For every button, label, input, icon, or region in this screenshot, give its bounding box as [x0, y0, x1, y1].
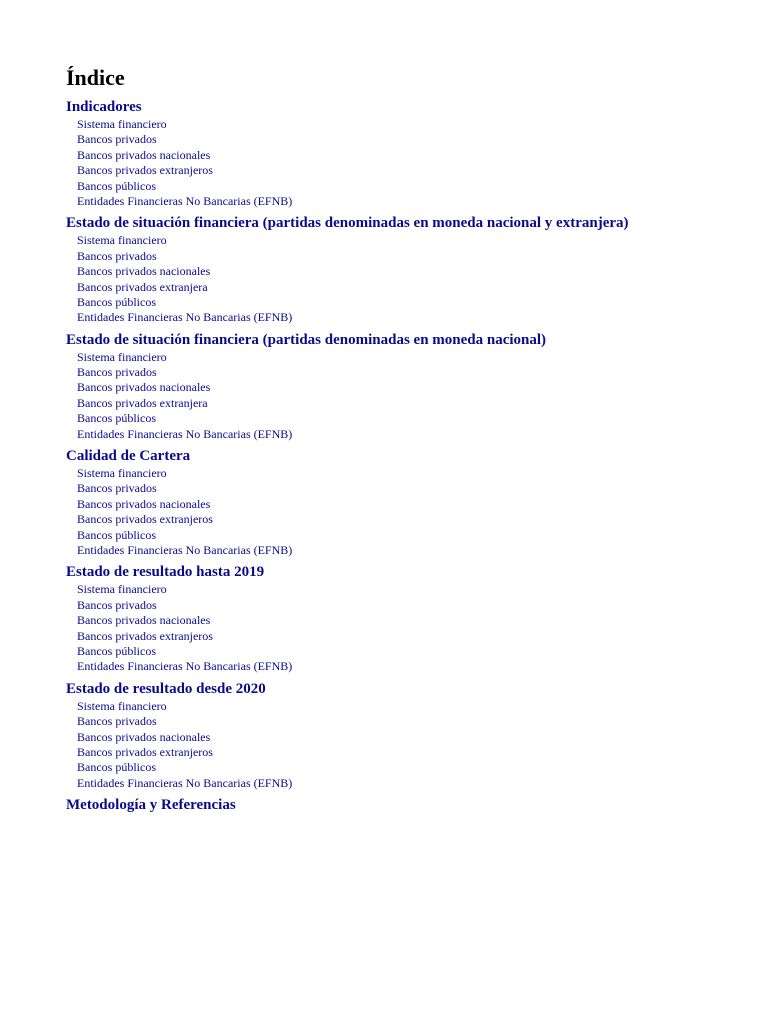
- toc-subsection-list: [66, 116, 748, 208]
- toc-subsection-list: [66, 232, 748, 324]
- list-item: [77, 116, 748, 131]
- list-item: [77, 542, 748, 557]
- list-item: [77, 744, 748, 759]
- toc-subsection-link[interactable]: Bancos públicos: [77, 643, 156, 658]
- toc-subsection-list: [66, 581, 748, 673]
- page-title: Índice: [66, 65, 125, 90]
- toc-section-heading-link[interactable]: Calidad de Cartera: [66, 448, 191, 465]
- list-item: [77, 612, 748, 627]
- list-item: [77, 131, 748, 146]
- toc-section: [66, 214, 748, 324]
- toc-subsection-link[interactable]: Bancos privados extranjeros: [77, 163, 213, 178]
- toc-subsection-link[interactable]: Entidades Financieras No Bancarias (EFNB): [77, 193, 293, 208]
- toc-section: [66, 98, 748, 208]
- list-item: [77, 263, 748, 278]
- list-item: [77, 581, 748, 596]
- list-item: [77, 178, 748, 193]
- list-item: [77, 193, 748, 208]
- toc-subsection-link[interactable]: Bancos privados extranjera: [77, 395, 208, 410]
- toc-subsection-list: [66, 349, 748, 441]
- toc-subsection-link[interactable]: Entidades Financieras No Bancarias (EFNB): [77, 659, 293, 674]
- toc-section-heading-link[interactable]: Estado de situación financiera (partidas denominadas en moneda nacional): [66, 331, 547, 348]
- toc-subsection-link[interactable]: Bancos privados: [77, 365, 157, 380]
- toc-subsection-link[interactable]: Bancos privados nacionales: [77, 147, 211, 162]
- toc-section-heading-link[interactable]: Estado de resultado hasta 2019: [66, 564, 265, 581]
- toc-subsection-link[interactable]: Bancos privados extranjera: [77, 279, 208, 294]
- toc-section: [66, 447, 748, 557]
- list-item: [77, 349, 748, 364]
- toc-subsection-link[interactable]: Bancos privados nacionales: [77, 729, 211, 744]
- list-item: [77, 628, 748, 643]
- toc-subsection-link[interactable]: Bancos privados: [77, 714, 157, 729]
- toc-subsection-link[interactable]: Sistema financiero: [77, 349, 167, 364]
- toc-subsection-link[interactable]: Bancos privados extranjeros: [77, 744, 213, 759]
- list-item: [77, 759, 748, 774]
- toc-subsection-link[interactable]: Sistema financiero: [77, 698, 167, 713]
- list-item: [77, 147, 748, 162]
- list-item: [77, 480, 748, 495]
- toc-subsection-link[interactable]: Entidades Financieras No Bancarias (EFNB): [77, 310, 293, 325]
- list-item: [77, 248, 748, 263]
- toc-section: [66, 331, 748, 441]
- toc-subsection-link[interactable]: Bancos privados extranjeros: [77, 628, 213, 643]
- toc-subsection-link[interactable]: Bancos privados nacionales: [77, 380, 211, 395]
- list-item: [77, 729, 748, 744]
- toc-subsection-link[interactable]: Sistema financiero: [77, 117, 167, 131]
- toc-subsection-link[interactable]: Sistema financiero: [77, 466, 167, 481]
- toc-subsection-link[interactable]: Bancos públicos: [77, 411, 156, 426]
- table-of-contents: [66, 98, 748, 814]
- list-item: [77, 395, 748, 410]
- list-item: [77, 643, 748, 658]
- list-item: [77, 309, 748, 324]
- toc-subsection-link[interactable]: Bancos privados nacionales: [77, 496, 211, 511]
- toc-subsection-link[interactable]: Bancos privados: [77, 248, 157, 263]
- list-item: [77, 658, 748, 673]
- list-item: [77, 279, 748, 294]
- list-item: [77, 410, 748, 425]
- toc-subsection-link[interactable]: Bancos públicos: [77, 294, 156, 309]
- toc-section-heading-link[interactable]: Estado de situación financiera (partidas denominadas en moneda nacional y extranjera): [66, 215, 629, 232]
- document-page: [66, 64, 748, 820]
- list-item: [77, 426, 748, 441]
- list-item: [77, 162, 748, 177]
- toc-subsection-link[interactable]: Bancos privados extranjeros: [77, 512, 213, 527]
- toc-subsection-link[interactable]: Bancos privados: [77, 132, 157, 147]
- toc-subsection-link[interactable]: Entidades Financieras No Bancarias (EFNB): [77, 426, 293, 441]
- toc-subsection-link[interactable]: Bancos privados: [77, 481, 157, 496]
- list-item: [77, 775, 748, 790]
- list-item: [77, 294, 748, 309]
- toc-section-heading-link[interactable]: Indicadores: [66, 99, 142, 115]
- toc-section: [66, 563, 748, 673]
- list-item: [77, 465, 748, 480]
- toc-section-heading-link[interactable]: Estado de resultado desde 2020: [66, 680, 266, 697]
- toc-subsection-link[interactable]: Bancos públicos: [77, 178, 156, 193]
- toc-section: [66, 796, 748, 814]
- toc-subsection-link[interactable]: Entidades Financieras No Bancarias (EFNB): [77, 775, 293, 790]
- list-item: [77, 597, 748, 612]
- toc-section-heading-link[interactable]: Metodología y Referencias: [66, 797, 236, 814]
- toc-section: [66, 680, 748, 790]
- toc-subsection-link[interactable]: Sistema financiero: [77, 233, 167, 248]
- toc-subsection-link[interactable]: Bancos públicos: [77, 760, 156, 775]
- toc-subsection-link[interactable]: Bancos públicos: [77, 527, 156, 542]
- list-item: [77, 511, 748, 526]
- toc-subsection-link[interactable]: Entidades Financieras No Bancarias (EFNB): [77, 542, 293, 557]
- toc-subsection-link[interactable]: Bancos privados nacionales: [77, 264, 211, 279]
- toc-subsection-link[interactable]: Bancos privados nacionales: [77, 613, 211, 628]
- list-item: [77, 496, 748, 511]
- toc-subsection-list: [66, 698, 748, 790]
- list-item: [77, 232, 748, 247]
- toc-subsection-link[interactable]: Bancos privados: [77, 597, 157, 612]
- list-item: [77, 379, 748, 394]
- toc-subsection-list: [66, 465, 748, 557]
- list-item: [77, 713, 748, 728]
- toc-subsection-link[interactable]: Sistema financiero: [77, 582, 167, 597]
- list-item: [77, 527, 748, 542]
- list-item: [77, 698, 748, 713]
- list-item: [77, 364, 748, 379]
